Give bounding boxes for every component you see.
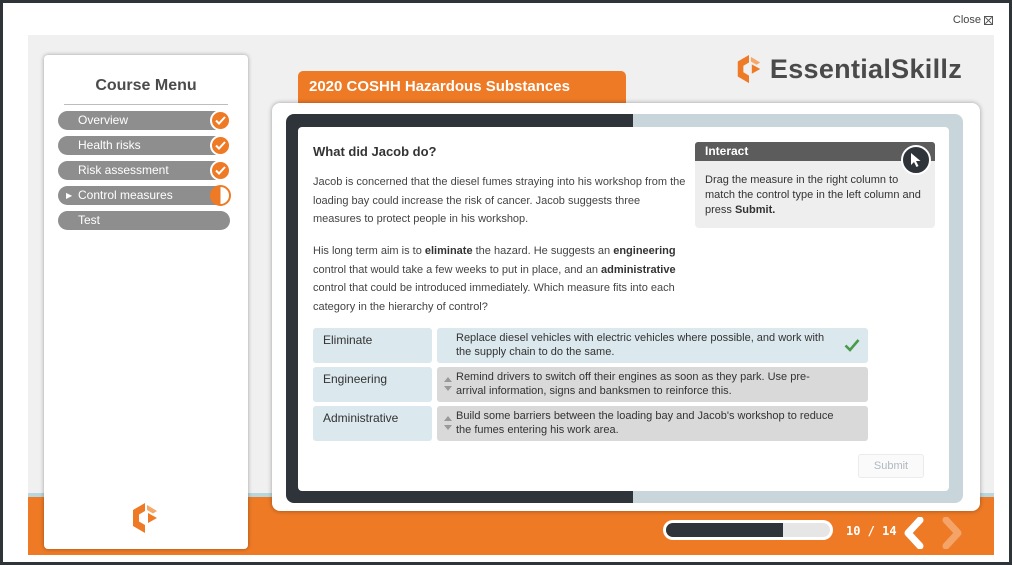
interact-text-bold: Submit. <box>734 204 776 216</box>
essentialskillz-logo-icon <box>129 501 161 535</box>
interact-box <box>695 142 935 228</box>
control-type-label: Engineering <box>313 367 432 402</box>
brand-name: EssentialSkillz <box>769 53 962 84</box>
interact-instructions <box>695 161 935 218</box>
page-counter: 10 / 14 <box>846 524 897 538</box>
progress-track <box>666 523 830 537</box>
course-menu-list <box>58 111 230 236</box>
complete-check-icon <box>210 135 231 156</box>
menu-item-label: Risk assessment <box>78 163 169 177</box>
match-row-eliminate <box>313 328 868 363</box>
course-stage <box>28 35 994 555</box>
text-run: the hazard. He suggests an <box>472 245 614 257</box>
course-menu-title: Course Menu <box>64 77 228 105</box>
close-button[interactable] <box>953 14 993 26</box>
menu-item-label: Overview <box>78 113 129 127</box>
menu-item-label: Test <box>78 213 101 227</box>
instruction-paragraph <box>313 242 691 316</box>
bold-term-engineering: engineering <box>613 245 676 257</box>
menu-item-health-risks[interactable] <box>58 136 230 155</box>
control-type-label: Administrative <box>313 406 432 441</box>
content-frame <box>272 103 980 511</box>
match-row-engineering <box>313 367 868 402</box>
draggable-measure[interactable] <box>437 367 868 402</box>
menu-item-label: Control measures <box>78 188 173 202</box>
in-progress-icon <box>210 185 231 206</box>
next-page-chevron-icon[interactable] <box>938 517 966 549</box>
content-backdrop <box>286 114 963 503</box>
brand-logo <box>734 53 962 85</box>
submit-button[interactable]: Submit <box>858 454 924 478</box>
current-arrow-icon: ▶ <box>66 191 73 200</box>
text-run: His long term aim is to <box>313 245 425 257</box>
bold-term-administrative: administrative <box>601 263 676 276</box>
interact-text: Drag the measure in the right column to match the control type in the left column and press <box>705 174 921 216</box>
drag-handle-icon[interactable] <box>444 416 452 430</box>
menu-item-label: Health risks <box>78 138 141 152</box>
question-title: What did Jacob do? <box>313 144 437 159</box>
menu-item-test[interactable] <box>58 211 230 230</box>
complete-check-icon <box>210 110 231 131</box>
essentialskillz-logo-icon <box>734 53 764 85</box>
measure-text: Replace diesel vehicles with electric vehicles where possible, and work with the supply chain to do the same. <box>456 332 825 358</box>
correct-check-icon <box>844 338 860 352</box>
text-run: control that would take a few weeks to put in place, and an <box>313 263 602 276</box>
measure-text: Build some barriers between the loading bay and Jacob's workshop to reduce the fumes entering his work area. <box>456 410 834 436</box>
control-type-label: Eliminate <box>313 328 432 363</box>
drag-handle-icon[interactable] <box>444 377 452 391</box>
course-menu-panel <box>44 55 248 549</box>
bold-term-eliminate: eliminate <box>424 245 473 257</box>
course-window <box>3 3 1009 562</box>
module-title: 2020 COSHH Hazardous Substances <box>298 71 626 103</box>
question-card <box>298 127 949 491</box>
scenario-paragraph: Jacob is concerned that the diesel fumes straying into his workshop from the loading bay could increase the risk of cancer. Jacob suggests three measures to protect people in his workshop. <box>313 176 686 225</box>
match-row-administrative <box>313 406 868 441</box>
menu-item-risk-assessment[interactable] <box>58 161 230 180</box>
previous-page-chevron-icon[interactable] <box>900 517 928 549</box>
progress-fill <box>666 523 783 537</box>
progress-bar <box>663 520 833 540</box>
close-label: Close <box>952 14 981 26</box>
text-run: control that could be introduced immediately. Which measure fits into each category in the hierarchy of control? <box>313 282 675 313</box>
cursor-pointer-icon <box>901 145 931 175</box>
menu-item-control-measures[interactable] <box>58 186 230 205</box>
complete-check-icon <box>210 160 231 181</box>
draggable-measure[interactable] <box>437 406 868 441</box>
interact-title: Interact <box>695 142 935 161</box>
measure-text: Remind drivers to switch off their engines as soon as they park. Use pre-arrival information, signs and banksmen to reinforce this. <box>456 371 810 397</box>
close-icon <box>984 16 993 25</box>
menu-item-overview[interactable] <box>58 111 230 130</box>
draggable-measure[interactable] <box>437 328 868 363</box>
